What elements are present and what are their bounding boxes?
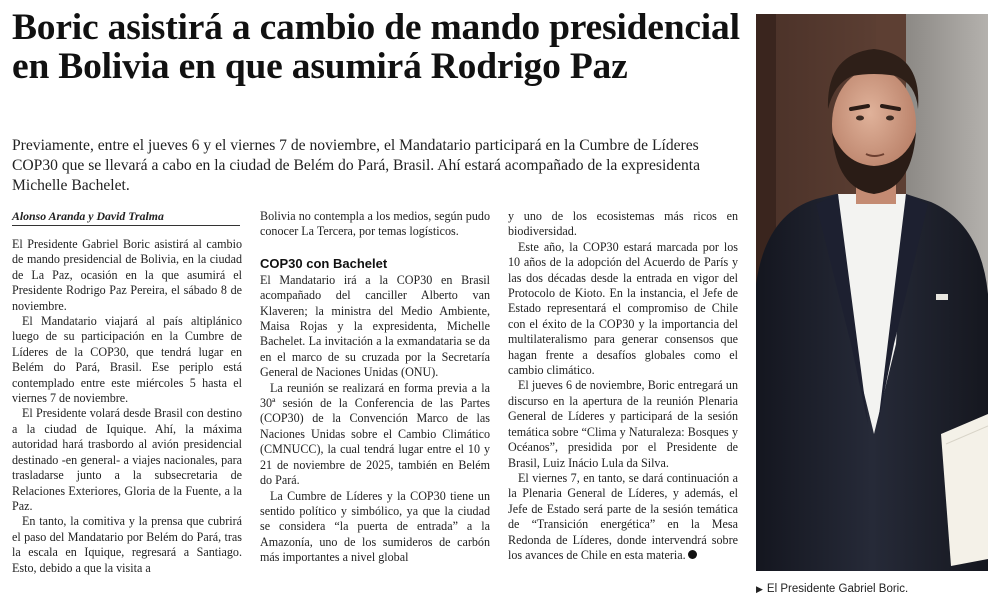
caption-text: El Presidente Gabriel Boric. — [766, 583, 909, 595]
triangle-right-icon: ▶ — [756, 584, 763, 594]
article-photo — [756, 14, 988, 571]
body-paragraph-last — [508, 471, 738, 563]
body-paragraph: El jueves 6 de noviembre, Boric entregará un discurso en la apertura de la reunión Plenaria General de Líderes y participará de la sesión temática sobre “Clima y Naturaleza: Bosques y Océanos”, presidida por el Presidente de Brasil, Luiz Inácio Lula da Silva. — [508, 378, 738, 470]
body-paragraph: La Cumbre de Líderes y la COP30 tiene un sentido político y simbólico, ya que la ciudad se considera “la puerta de entrada” a la Amazonía, uno de los sumideros de carbón más importantes a nivel global — [260, 488, 490, 565]
headline: Boric asistirá a cambio de mando presidencial en Bolivia en que asumirá Rodrigo Paz — [12, 7, 740, 87]
article-column-2 — [260, 209, 490, 609]
photo-caption — [756, 582, 996, 596]
last-paragraph-text: El viernes 7, en tanto, se dará continuación a la Plenaria General de Líderes, y además, el Jefe de Estado será parte de la sesión temática de “Transición energética” en la Mesa Redonda de Líderes, donde intervendrá sobre los avances de Chile en esta materia. — [508, 470, 738, 562]
body-paragraph: Este año, la COP30 estará marcada por los 10 años de la adopción del Acuerdo de París y las dos décadas desde la entrada en vigor del Protocolo de Kioto. En la instancia, el Jefe de Estado representará el compromiso de Chile con el éxito de la COP30 y la importancia del multilateralismo para generar consensos que hagan frente a desafíos globales como el cambio climático. — [508, 239, 738, 378]
body-paragraph: El Mandatario viajará al país altiplánico luego de su participación en la Cumbre de Líderes de la COP30, que tendrá lugar en Belém do Pará, Brasil. Ese periplo está contemplado entre este miércoles 5 hasta el viernes 7 de noviembre. — [12, 314, 242, 406]
body-paragraph: En tanto, la comitiva y la prensa que cubrirá el paso del Mandatario por Belém do Pará, tras la escala en Iquique, regresará a Santiago. Esto, debido a que la visita a — [12, 514, 242, 575]
article-column-1 — [12, 237, 242, 609]
body-paragraph-continued: y uno de los ecosistemas más ricos en biodiversidad. — [508, 209, 738, 239]
byline: Alonso Aranda y David Tralma — [12, 209, 240, 226]
body-paragraph: La reunión se realizará en forma previa a la 30ª sesión de la Conferencia de las Partes (COP30) de la Convención Marco de las Naciones Unidas sobre el Cambio Climático (CMNUCC), la cual tendrá lugar entre el 10 y 21 de noviembre de 2025, también en Belém do Pará. — [260, 380, 490, 488]
body-paragraph: El Presidente Gabriel Boric asistirá al cambio de mando presidencial de Bolivia, en la ciudad de La Paz, ocasión en la que asumirá el Presidente Rodrigo Paz Pereira, el sábado 8 de noviembre. — [12, 237, 242, 313]
photo-illustration — [756, 14, 988, 571]
section-subhead: COP30 con Bachelet — [260, 255, 388, 271]
body-paragraph: El Mandatario irá a la COP30 en Brasil acompañado del canciller Alberto van Klaveren; la ministra del Medio Ambiente, Maisa Rojas y la expresidenta, Michelle Bachelet. La invitación a la exmandataria se da en el marco de su cruzada por la Secretaría General de Naciones Unidas (ONU). — [260, 272, 490, 380]
body-paragraph: El Presidente volará desde Brasil con destino a la ciudad de Iquique. Ahí, la máxima autoridad hará trasbordo al avión presidencial destinado -en general- a viajes nacionales, para trasladarse junto a la subsecretaria de Relaciones Exteriores, Gloria de la Fuente, a la Paz. — [12, 406, 242, 513]
end-mark-icon — [688, 550, 697, 559]
body-paragraph-continued: Bolivia no contempla a los medios, según pudo conocer La Tercera, por temas logísticos. — [260, 209, 490, 239]
article-column-3 — [508, 209, 738, 609]
lead-paragraph: Previamente, entre el jueves 6 y el viernes 7 de noviembre, el Mandatario participará en la Cumbre de Líderes COP30 que se llevará a cabo en la ciudad de Belém do Pará, Brasil. Ahí estará acompañado de la expresidenta Michelle Bachelet. — [12, 137, 701, 194]
